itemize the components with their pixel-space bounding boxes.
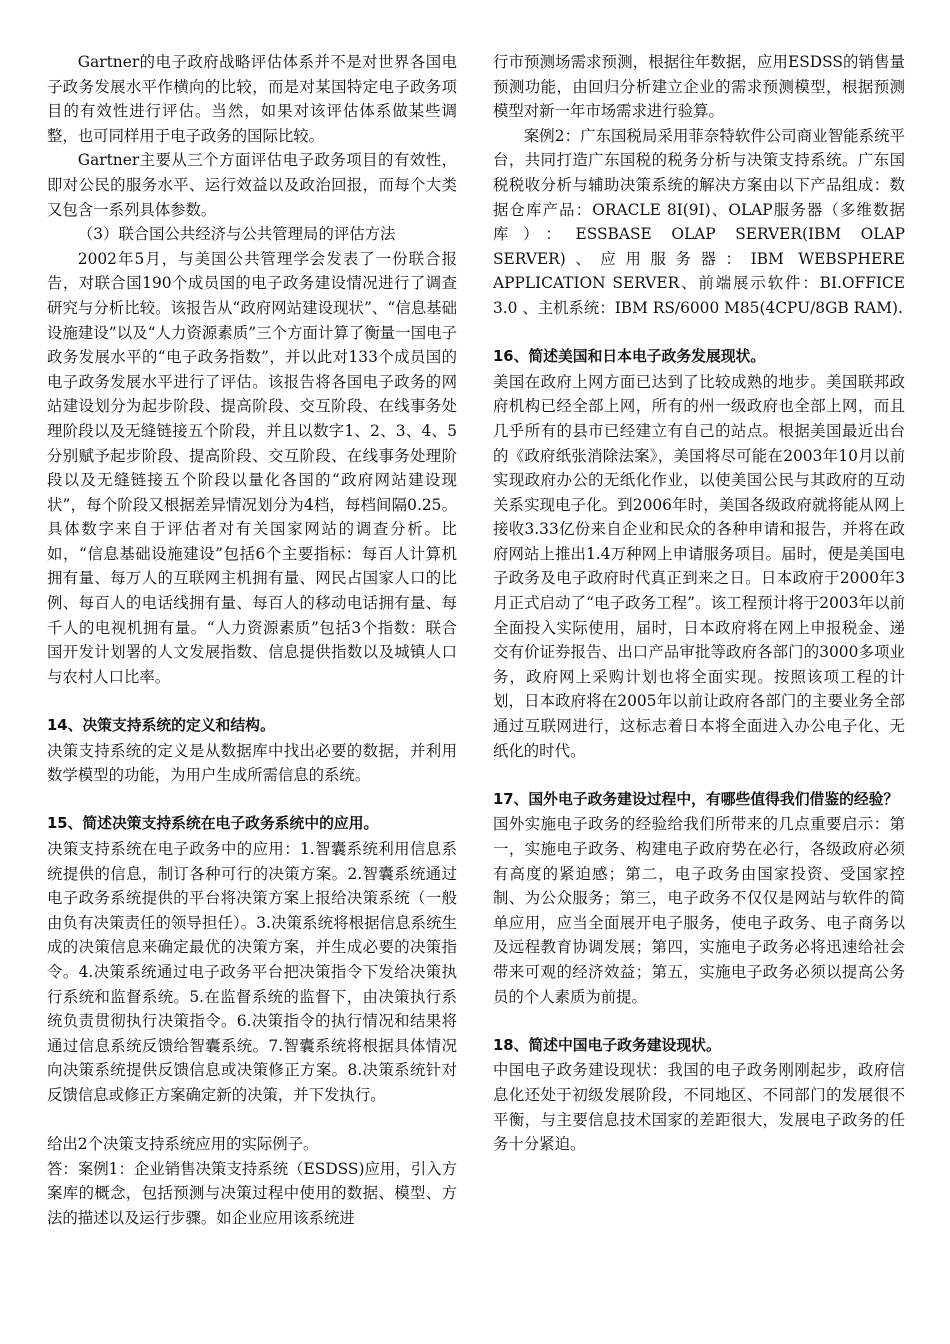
question-15-title: 15、简述决策支持系统在电子政务系统中的应用。 bbox=[47, 815, 379, 833]
question-14-title: 14、决策支持系统的定义和结构。 bbox=[47, 717, 275, 735]
subheading-un-method: （3）联合国公共经济与公共管理局的评估方法 bbox=[77, 225, 396, 244]
question-15-answer: 决策支持系统在电子政务中的应用：1.智囊系统利用信息系统提供的信息，制订各种可行的决策方案。2.智囊系统通过电子政务系统提供的平台将决策方案上报给决策系统（一般由负有决策责任的领导担任）。3.决策系统将根据信息系统生成的决策信息来确定最优的决策方案，并生成必要的决策指令。4.决策系统通过电子政务平台把决策指令下发给决策执行系统和监督系统。5.在监督系统的监督下，由决策执行系统负责贯彻执行决策指令。6.决策指令的执行情况和结果将通过信息系统反馈给智囊系统。7.智囊系统将根据具体情况向决策系统提供反馈信息或决策修正方案。8.决策系统针对反馈信息或修正方案确定新的决策，并下发执行。 bbox=[47, 840, 457, 1104]
question-18-title: 18、简述中国电子政务建设现状。 bbox=[493, 1036, 721, 1054]
paragraph-gartner-1: Gartner的电子政府战略评估体系并不是对世界各国电子政务发展水平作横向的比较，而是对某国特定电子政务项目的有效性进行评估。当然，如果对该评估体系做某些调整，也可同样用于电子政务的国际比较。 bbox=[47, 53, 457, 145]
paragraph-gartner-2: Gartner主要从三个方面评估电子政务项目的有效性，即对公民的服务水平、运行效益以及政治回报，而每个大类又包含一系列具体参数。 bbox=[47, 151, 457, 219]
case-1-continued: 行市预测场需求预测，根据往年数据，应用ESDSS的销售量预测功能，由回归分析建立企业的需求预测模型，根据预测模型对新一年市场需求进行验算。 bbox=[493, 53, 905, 121]
spacer bbox=[493, 321, 905, 346]
left-column bbox=[47, 50, 457, 1231]
examples-answer-case-1: 答：案例1：企业销售决策支持系统（ESDSS)应用，引入方案库的概念，包括预测与决策过程中使用的数据、模型、方法的描述以及运行步骤。如企业应用该系统进 bbox=[47, 1159, 457, 1227]
spacer bbox=[47, 788, 457, 813]
spacer bbox=[493, 763, 905, 788]
spacer bbox=[493, 1009, 905, 1034]
question-16-answer: 美国在政府上网方面已达到了比较成熟的地步。美国联邦政府机构已经全部上网，所有的州一级政府也全部上网，而且几乎所有的县市已经建立有自己的站点。根据美国最近出台的《政府纸张消除法案》，美国将尽可能在2003年10月以前实现政府办公的无纸化作业，以使美国公民与其政府的互动关系实现电子化。到2006年时，美国各级政府就将能从网上接收3.33亿份来自企业和民众的各种申请和报告，并将在政府网站上推出1.4万种网上申请服务项目。届时，便是美国电子政务及电子政府时代真正到来之日。日本政府于2000年3月正式启动了“电子政务工程”。该工程预计将于2003年以前全面投入实际使用，届时，日本政府将在网上申报税金、递交有价证券报告、出口产品审批等政府各部门的3000多项业务，政府网上采购计划也将全面实现。按照该项工程的计划，日本政府将在2005年以前让政府各部门的主要业务全部通过互联网进行，这标志着日本将全面进入办公电子化、无纸化的时代。 bbox=[493, 372, 905, 760]
question-17-answer: 国外实施电子政务的经验给我们所带来的几点重要启示：第一，实施电子政务、构建电子政府势在必行，各级政府必须有高度的紧迫感；第二，电子政务由国家投资、受国家控制、为公众服务；第三，电子政务不仅仅是网站与软件的简单应用，应当全面展开电子服务，使电子政务、电子商务以及远程教育协调发展；第四，实施电子政务必将迅速给社会带来可观的经济效益；第五，实施电子政务必须以提高公务员的个人素质为前提。 bbox=[493, 815, 905, 1006]
question-16-title: 16、简述美国和日本电子政务发展现状。 bbox=[493, 348, 766, 366]
right-column bbox=[493, 50, 905, 1157]
case-2: 案例2：广东国税局采用菲奈特软件公司商业智能系统平台，共同打造广东国税的税务分析与决策支持系统。广东国税税收分析与辅助决策系统的解决方案由以下产品组成：数据仓库产品：ORACLE 8I(9I)、OLAP服务器（多维数据库）：ESSBASE OLAP SERVER(IBM OLAP SERVER)、应用服务器：IBM WEBSPHERE APPLICATION SERVER、前端展示软件：BI.OFFICE 3.0 、主机系统：IBM RS/6000 M85(4CPU/8GB RAM). bbox=[493, 126, 905, 317]
examples-question: 给出2个决策支持系统应用的实际例子。 bbox=[47, 1135, 319, 1154]
spacer bbox=[47, 1108, 457, 1133]
question-14-answer: 决策支持系统的定义是从数据库中找出必要的数据，并利用数学模型的功能，为用户生成所需信息的系统。 bbox=[47, 741, 457, 785]
question-18-answer: 中国电子政务建设现状：我国的电子政务刚刚起步，政府信息化还处于初级发展阶段，不同地区、不同部门的发展很不平衡，与主要信息技术国家的差距很大，发展电子政务的任务十分紧迫。 bbox=[493, 1061, 905, 1154]
paragraph-un-report: 2002年5月，与美国公共管理学会发表了一份联合报告，对联合国190个成员国的电子政务建设情况进行了调查研究与分析比较。该报告从“政府网站建设现状”、“信息基础设施建设”以及“人力资源素质”三个方面计算了衡量一国电子政务发展水平的“电子政务指数”，并以此对133个成员国的电子政务发展水平进行了评估。该报告将各国电子政务的网站建设划分为起步阶段、提高阶段、交互阶段、在线事务处理阶段以及无缝链接五个阶段，并且以数字1、2、3、4、5分别赋予起步阶段、提高阶段、交互阶段、在线事务处理阶段以及无缝链接五个阶段以量化各国的“政府网站建设现状”，每个阶段又根据差异情况划分为4档，每档间隔0.25。具体数字来自于评估者对有关国家网站的调查分析。比如，“信息基础设施建设”包括6个主要指标：每百人计算机拥有量、每万人的互联网主机拥有量、网民占国家人口的比例、每百人的电话线拥有量、每百人的移动电话拥有量、每千人的电视机拥有量。“人力资源素质”包括3个指数：联合国开发计划署的人文发展指数、信息提供指数以及城镇人口与农村人口比率。 bbox=[47, 249, 457, 686]
question-17-title: 17、国外电子政务建设过程中，有哪些值得我们借鉴的经验？ bbox=[493, 790, 899, 808]
spacer bbox=[47, 689, 457, 714]
